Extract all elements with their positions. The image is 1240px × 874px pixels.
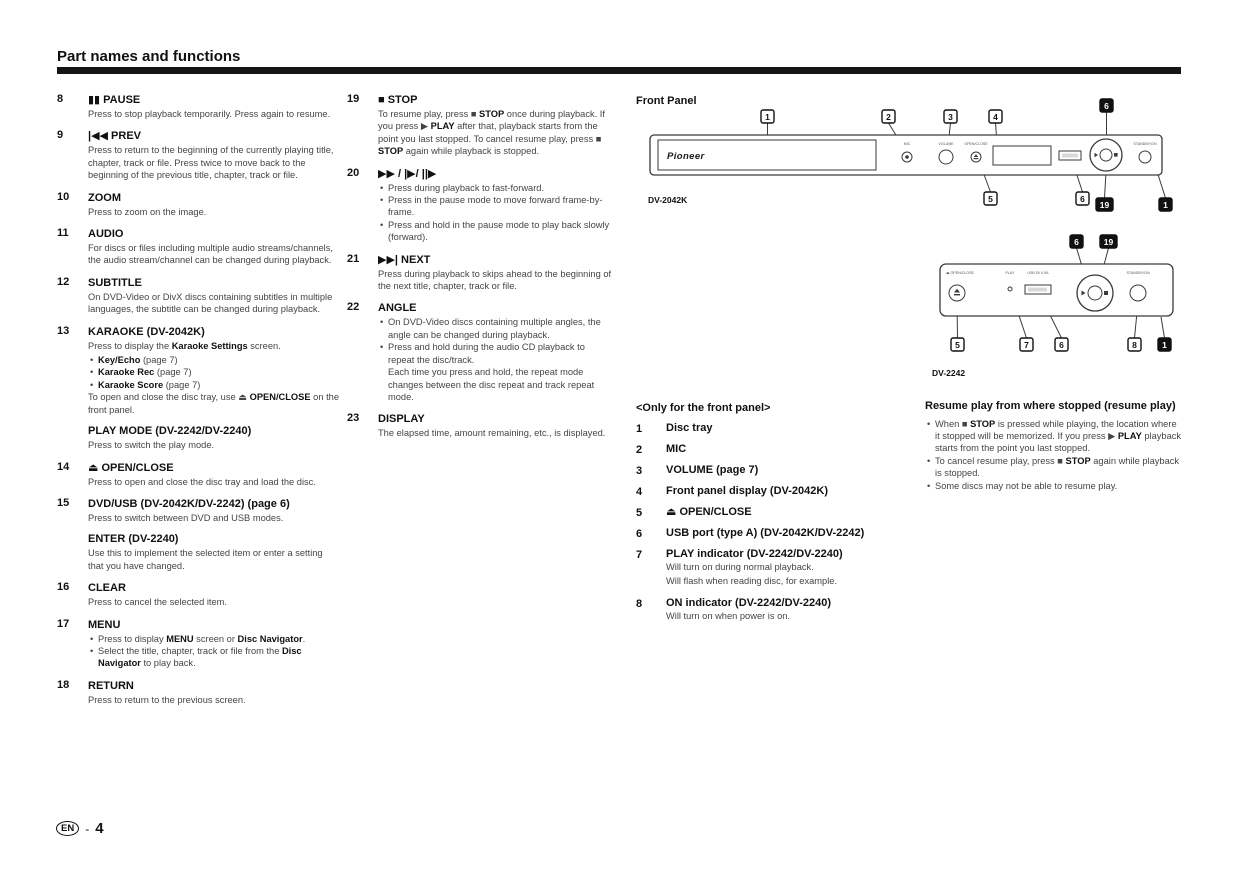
front-panel-item bbox=[636, 528, 926, 539]
item-paragraph: Press to cancel the selected item. bbox=[88, 597, 228, 608]
model-label-dv2242: DV-2242 bbox=[932, 368, 966, 378]
bullet-list bbox=[378, 182, 613, 244]
callout-1-bottom bbox=[1159, 198, 1172, 211]
callout-3 bbox=[944, 110, 957, 123]
column-right bbox=[636, 93, 1182, 853]
language-badge: EN bbox=[56, 821, 79, 836]
svg-text:3: 3 bbox=[948, 112, 953, 122]
jog-dial-center bbox=[1100, 149, 1112, 161]
callout-6-bottom bbox=[1076, 192, 1089, 205]
item-number: 10 bbox=[57, 190, 70, 203]
callout-4 bbox=[989, 110, 1002, 123]
pioneer-logo: Pioneer bbox=[667, 151, 705, 162]
callout-6-bottom bbox=[1055, 338, 1068, 351]
item-number: 11 bbox=[57, 227, 69, 240]
item-number: 5 bbox=[636, 507, 643, 519]
front-panel-item bbox=[636, 465, 926, 476]
svg-text:6: 6 bbox=[1059, 340, 1064, 350]
item-title: ▶▶| NEXT bbox=[378, 253, 431, 266]
page-title: Part names and functions bbox=[57, 48, 241, 65]
svg-text:4: 4 bbox=[993, 112, 998, 122]
bullet-item: • Some discs may not be able to resume play. bbox=[925, 480, 1182, 492]
item-paragraph: Press to open and close the disc tray and load the disc. bbox=[88, 476, 316, 487]
item-paragraph: Press to zoom on the image. bbox=[88, 206, 207, 217]
page-footer bbox=[56, 820, 104, 837]
bullet-item: • Press and hold during the audio CD playback to repeat the disc/track. Each time you press and hold, the repeat mode changes between the disc repeat and track repeat mode. bbox=[378, 341, 613, 403]
usb-port-slot bbox=[1028, 288, 1047, 292]
mic-label: MIC bbox=[903, 142, 911, 146]
part-label: Front panel display (DV-2042K) bbox=[666, 485, 828, 497]
callout-6-top bbox=[1100, 99, 1113, 112]
column-left bbox=[57, 93, 340, 715]
part-label: ON indicator (DV-2242/DV-2240) bbox=[666, 596, 832, 609]
item-number: 2 bbox=[636, 444, 643, 456]
item-number: 4 bbox=[636, 486, 643, 498]
manual-item bbox=[57, 191, 340, 218]
front-display bbox=[993, 146, 1051, 165]
item-title: DVD/USB (DV-2042K/DV-2242) (page 6) bbox=[88, 497, 290, 510]
item-number: 21 bbox=[347, 252, 360, 265]
part-label: PLAY indicator (DV-2242/DV-2240) bbox=[666, 548, 843, 560]
item-paragraph: Press to switch the play mode. bbox=[88, 440, 215, 451]
volume-knob bbox=[939, 150, 953, 164]
item-number: 15 bbox=[57, 496, 70, 509]
bullet-item: • Press and hold in the pause mode to play back slowly (forward). bbox=[378, 219, 613, 244]
eject-icon-bar bbox=[954, 294, 960, 295]
play-indicator bbox=[1008, 287, 1012, 291]
manual-item bbox=[57, 325, 340, 452]
bullet-item: • Press during playback to fast-forward. bbox=[378, 182, 613, 194]
callout-5 bbox=[951, 338, 964, 351]
item-title: ZOOM bbox=[88, 191, 121, 204]
manual-item bbox=[347, 167, 613, 244]
bullet-item: • Karaoke Score (page 7) bbox=[88, 379, 340, 391]
item-number: 8 bbox=[57, 93, 64, 105]
item-number: 23 bbox=[347, 412, 360, 425]
front-panel-heading: Front Panel bbox=[636, 95, 697, 107]
standby-label: STANDBY/ON bbox=[1133, 142, 1157, 146]
model-label-dv2042k: DV-2042K bbox=[648, 195, 688, 205]
manual-item bbox=[57, 129, 340, 181]
item-number: 22 bbox=[347, 301, 360, 314]
page-number: 4 bbox=[95, 820, 104, 837]
bullet-item: • Karaoke Rec (page 7) bbox=[88, 366, 340, 378]
manual-item bbox=[57, 497, 340, 572]
item-paragraph: On DVD-Video or DivX discs containing subtitles in multiple languages, the subtitle can be changed during playback. bbox=[88, 291, 333, 315]
manual-item bbox=[347, 301, 613, 403]
item-paragraph: Press during playback to skips ahead to the beginning of the next title, chapter, track or file. bbox=[378, 268, 612, 292]
svg-text:6: 6 bbox=[1080, 194, 1085, 204]
svg-text:1: 1 bbox=[765, 112, 770, 122]
front-panel-item bbox=[636, 423, 926, 434]
callout-8 bbox=[1128, 338, 1141, 351]
item-title: KARAOKE (DV-2042K) bbox=[88, 325, 205, 338]
bullet-item: • Press in the pause mode to move forward frame-by-frame. bbox=[378, 194, 613, 219]
item-paragraph: Press to display the Karaoke Settings screen. bbox=[88, 340, 281, 351]
front-panel-diagram-dv2042k bbox=[645, 98, 1185, 213]
part-note: Will turn on when power is on. bbox=[666, 610, 791, 621]
front-panel-list bbox=[636, 423, 926, 632]
standby-label: STANDBY/ON bbox=[1126, 271, 1150, 275]
part-label: VOLUME (page 7) bbox=[666, 464, 759, 476]
jog-dial-center bbox=[1088, 286, 1102, 300]
callout-7 bbox=[1020, 338, 1033, 351]
mic-jack-hole bbox=[905, 155, 909, 159]
bullet-item: • To cancel resume play, press ■ STOP again while playback is stopped. bbox=[925, 455, 1182, 480]
item-number: 19 bbox=[347, 93, 360, 105]
svg-text:19: 19 bbox=[1099, 200, 1110, 210]
item-title: |◀◀ PREV bbox=[88, 130, 142, 143]
part-label: Disc tray bbox=[666, 422, 713, 434]
front-panel-item bbox=[636, 598, 926, 623]
part-note: Will flash when reading disc, for example. bbox=[666, 575, 838, 586]
item-title: SUBTITLE bbox=[88, 276, 142, 289]
manual-item bbox=[57, 679, 340, 706]
svg-text:5: 5 bbox=[988, 194, 993, 204]
items-middle bbox=[347, 93, 613, 440]
item-paragraph: Use this to implement the selected item or enter a setting that you have changed. bbox=[88, 548, 323, 571]
callout-1 bbox=[1158, 338, 1171, 351]
part-label: USB port (type A) (DV-2042K/DV-2242) bbox=[666, 527, 865, 539]
manual-item bbox=[347, 253, 613, 293]
front-panel-list-heading: <Only for the front panel> bbox=[636, 402, 771, 414]
bullet-item: • Key/Echo (page 7) bbox=[88, 354, 340, 366]
item-number: 7 bbox=[636, 549, 643, 561]
part-label: ⏏ OPEN/CLOSE bbox=[666, 506, 752, 518]
item-number: 14 bbox=[57, 460, 70, 473]
footer-dash: - bbox=[85, 821, 90, 836]
manual-item bbox=[57, 227, 340, 267]
volume-label: VOLUME bbox=[938, 142, 954, 146]
item-paragraph: Press to return to the previous screen. bbox=[88, 694, 246, 705]
manual-item bbox=[347, 93, 613, 158]
front-panel-diagram-dv2242 bbox=[930, 231, 1180, 379]
manual-item bbox=[347, 412, 613, 439]
item-paragraph: For discs or files including multiple audio streams/channels, the audio stream/channel can be changed during playback. bbox=[88, 243, 333, 266]
resume-bullet-list bbox=[925, 418, 1182, 492]
callout-19 bbox=[1096, 198, 1113, 211]
part-label: MIC bbox=[666, 443, 687, 455]
item-title: ■ STOP bbox=[378, 94, 418, 106]
svg-text:6: 6 bbox=[1104, 101, 1109, 111]
manual-item bbox=[57, 618, 340, 670]
svg-text:19: 19 bbox=[1103, 237, 1114, 247]
item-paragraph: Press to switch between DVD and USB modes. bbox=[88, 512, 284, 523]
front-panel-item bbox=[636, 549, 926, 588]
svg-text:1: 1 bbox=[1162, 340, 1167, 350]
bullet-item: • On DVD-Video discs containing multiple angles, the angle can be changed during playback. bbox=[378, 316, 613, 341]
item-title: ▮▮ PAUSE bbox=[88, 94, 141, 106]
standby-button bbox=[1130, 285, 1146, 301]
svg-text:7: 7 bbox=[1024, 340, 1029, 350]
usb-port-slot bbox=[1062, 154, 1078, 158]
item-number: 8 bbox=[636, 597, 643, 610]
manual-item bbox=[57, 581, 340, 608]
part-note: Will turn on during normal playback. bbox=[666, 562, 814, 572]
callout-19 bbox=[1100, 235, 1117, 248]
resume-play-section bbox=[925, 400, 1182, 492]
item-number: 1 bbox=[636, 423, 643, 435]
resume-heading: Resume play from where stopped (resume play) bbox=[925, 400, 1176, 412]
stop-mark-icon bbox=[1114, 153, 1118, 157]
bullet-item: • Press to display MENU screen or Disc Navigator. bbox=[88, 633, 340, 645]
callout-2 bbox=[882, 110, 895, 123]
item-number: 16 bbox=[57, 581, 70, 594]
item-number: 20 bbox=[347, 166, 360, 179]
bullet-list bbox=[88, 633, 340, 670]
item-title: ANGLE bbox=[378, 302, 417, 315]
item-title: MENU bbox=[88, 618, 121, 631]
svg-text:5: 5 bbox=[955, 340, 960, 350]
front-panel-item bbox=[636, 444, 926, 455]
item-title: DISPLAY bbox=[378, 413, 425, 426]
manual-item bbox=[57, 461, 340, 488]
item-title: ▶▶ / |▶/ ||▶ bbox=[378, 167, 437, 180]
standby-button bbox=[1139, 151, 1151, 163]
item-title: ⏏ OPEN/CLOSE bbox=[88, 461, 174, 474]
item-title: CLEAR bbox=[88, 582, 126, 595]
svg-text:1: 1 bbox=[1163, 200, 1168, 210]
callout-1 bbox=[761, 110, 774, 123]
svg-text:2: 2 bbox=[886, 112, 891, 122]
eject-icon-bar bbox=[974, 158, 979, 159]
item-number: 12 bbox=[57, 275, 70, 288]
front-panel-item bbox=[636, 507, 926, 518]
column-middle bbox=[347, 93, 613, 449]
item-paragraph: Press to return to the beginning of the currently playing title, chapter, track or file. Press twice to move back to the beginning of the previous title, chapter, track or file. bbox=[88, 145, 334, 181]
item-subheading: PLAY MODE (DV-2242/DV-2240) bbox=[88, 425, 252, 438]
manual-item bbox=[57, 93, 340, 120]
front-panel-item bbox=[636, 486, 926, 497]
item-number: 3 bbox=[636, 465, 643, 477]
bullet-item: • Select the title, chapter, track or file from the Disc Navigator to play back. bbox=[88, 645, 340, 670]
item-number: 18 bbox=[57, 678, 70, 691]
usb-label: USB 5V 0.5A bbox=[1027, 271, 1049, 275]
bullet-list bbox=[88, 354, 340, 391]
item-paragraph: To resume play, press ■ STOP once during playback. If you press ▶ PLAY after that, playback starts from the point you last stopped. To cancel resume play, press ■ STOP again while playback is stopped. bbox=[378, 109, 605, 157]
stop-mark-icon bbox=[1104, 291, 1108, 295]
header-rule bbox=[57, 67, 1181, 74]
open-close-label: OPEN/CLOSE bbox=[964, 142, 988, 146]
open-close-button bbox=[949, 285, 965, 301]
item-paragraph: To open and close the disc tray, use ⏏ OPEN/CLOSE on the front panel. bbox=[88, 392, 339, 415]
svg-text:6: 6 bbox=[1074, 237, 1079, 247]
bullet-item: • When ■ STOP is pressed while playing, the location where it stopped will be memorized. If you press ▶ PLAY playback starts from the point you last stopped. bbox=[925, 418, 1182, 455]
svg-text:8: 8 bbox=[1132, 340, 1137, 350]
item-subheading: ENTER (DV-2240) bbox=[88, 533, 179, 546]
callout-6-top bbox=[1070, 235, 1083, 248]
item-title: RETURN bbox=[88, 679, 134, 692]
callout-5 bbox=[984, 192, 997, 205]
play-label: PLAY bbox=[1005, 271, 1015, 275]
item-title: AUDIO bbox=[88, 228, 124, 241]
item-paragraph: Press to stop playback temporarily. Press again to resume. bbox=[88, 109, 331, 119]
item-paragraph: The elapsed time, amount remaining, etc., is displayed. bbox=[378, 428, 606, 439]
open-close-label: ⏏ OPEN/CLOSE bbox=[946, 271, 974, 275]
item-number: 9 bbox=[57, 129, 64, 142]
bullet-list bbox=[378, 316, 613, 403]
items-left bbox=[57, 93, 340, 706]
item-number: 13 bbox=[57, 324, 70, 337]
item-number: 6 bbox=[636, 528, 643, 540]
manual-item bbox=[57, 276, 340, 316]
item-number: 17 bbox=[57, 617, 70, 630]
